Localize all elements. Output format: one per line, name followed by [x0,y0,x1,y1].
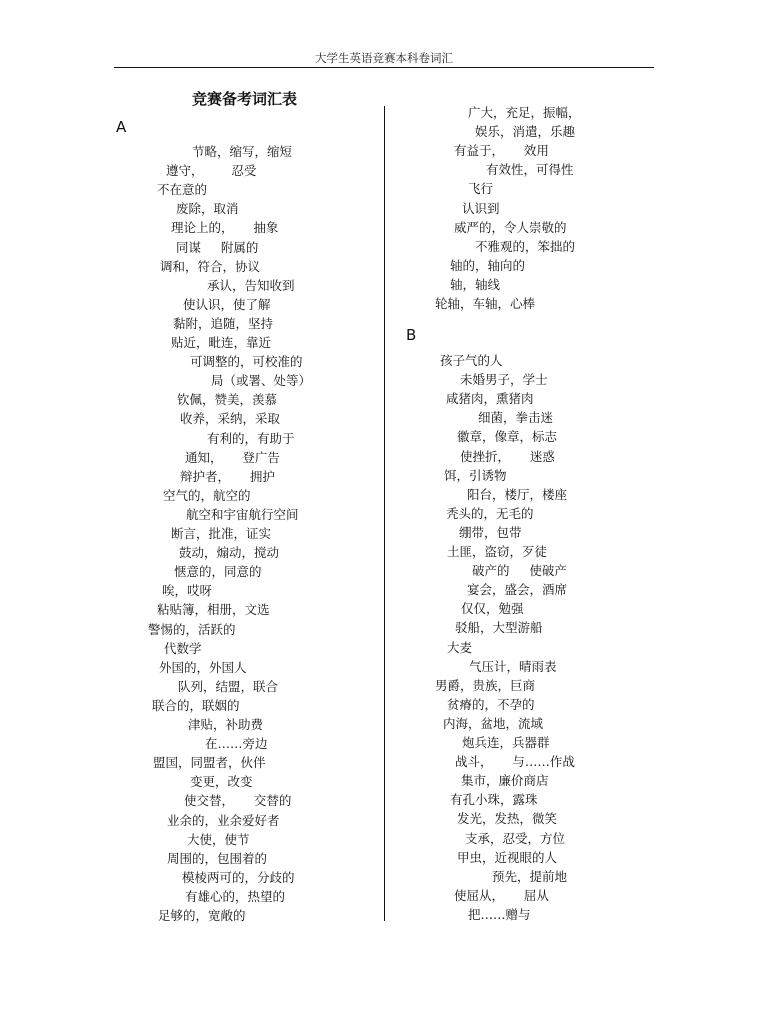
vocab-entry: 贴近，毗连，靠近 [171,335,272,350]
vocab-entry: 航空和宇宙航行空间 [186,506,299,522]
vocab-entry: 支承，忍受，方位 [465,830,566,846]
vocab-entry: 断言，批准，证实 [171,526,272,541]
vocab-entry: 队列，结盟，联合 [178,678,279,694]
vocab-entry: 承认，告知收到 [207,277,295,293]
vocab-entry: 周围的，包围着的 [167,850,268,866]
vocab-entry: 使挫折， 迷惑 [460,448,555,464]
vocab-entry: 飞行 [468,181,494,197]
vocab-entry: 大使，使节 [187,831,250,847]
vocab-entry: 绷带，包带 [459,524,522,540]
vocab-entry: 同谋 附属的 [176,239,259,255]
vocab-entry: 不在意的 [157,182,208,198]
vocab-entry: 男爵，贵族，巨商 [435,677,536,693]
vocab-entry: 惬意的，同意的 [174,564,262,580]
page-title: 竞赛备考词汇表 [192,90,298,108]
vocab-entry: 有利的，有助于 [207,430,295,446]
vocab-entry: 辩护者， 拥护 [180,468,275,484]
vocab-entry: 节略，缩写，缩短 [192,144,293,159]
vocab-entry: 仅仅，勉强 [461,601,524,617]
vocab-entry: 遵守， 忍受 [166,163,257,179]
vocab-entry: 使交替， 交替的 [184,793,292,809]
vocab-entry: 土匪，盗窃，歹徒 [447,544,548,559]
vocab-entry: 饵，引诱物 [444,467,507,483]
vocab-entry: 娱乐，消遣，乐趣 [475,124,576,140]
vocab-entry: 轮轴，车轴，心棒 [435,296,536,311]
vocab-entry: 集市，廉价商店 [461,773,549,789]
vocab-entry: 废除，取消 [176,201,239,217]
vocab-entry: 孩子气的人 [440,353,503,368]
vocab-entry: 有效性，可得性 [486,162,574,178]
vocab-entry: 发光，发热，微笑 [457,811,558,827]
vocab-entry: 有孔小珠，露珠 [450,792,538,808]
vocab-entry: 破产的 使破产 [472,563,567,579]
vocab-entry: 唉，哎呀 [162,583,213,599]
vocab-entry: 联合的，联姻的 [152,697,240,713]
vocab-entry: 业余的，业余爱好者 [167,812,280,828]
vocab-entry: 外国的，外国人 [159,659,247,675]
vocab-entry: 甲虫，近视眼的人 [457,849,558,865]
vocab-entry: 调和，符合，协议 [160,258,261,274]
vocab-entry: 秃头的，无毛的 [446,505,534,521]
section-letter-a: A [116,118,127,136]
vocab-entry: 宴会，盛会，酒席 [467,582,568,598]
vocab-entry: 预先，提前地 [492,868,568,884]
vocab-entry: 局（或署、处等） [211,373,312,389]
section-letter-b: B [406,326,417,344]
vocab-entry: 气压计，晴雨表 [469,658,557,674]
vocab-entry: 认识到 [462,200,500,216]
vocab-entry: 空气的，航空的 [163,487,251,503]
vocab-entry: 收养，采纳，采取 [180,411,281,427]
vocab-entry: 轴的，轴向的 [450,257,526,273]
vocab-entry: 津贴，补助费 [188,717,264,732]
vocab-entry: 变更，改变 [190,774,253,790]
vocab-entry: 盟国，同盟者，伙伴 [153,755,266,771]
vocab-entry: 徽章，像章，标志 [457,429,558,445]
vocab-entry: 代数学 [164,640,202,656]
vocab-entry: 驳船，大型游船 [455,620,543,636]
vocab-entry: 模棱两可的，分歧的 [182,869,295,885]
vocab-entry: 内海，盆地，流域 [443,715,544,731]
vocab-entry: 广大，充足，振幅， [468,105,581,120]
vocab-entry: 咸猪肉，熏猪肉 [446,391,534,407]
vocab-entry: 粘贴簿，相册，文选 [157,602,270,618]
vocab-entry: 警惕的，活跃的 [148,621,236,637]
vocab-entry: 炮兵连，兵器群 [462,735,550,750]
vocab-entry: 使屈从， 屈从 [454,887,549,903]
vocab-entry: 阳台，楼厅，楼座 [467,486,568,502]
vocab-entry: 可调整的，可校准的 [190,354,303,370]
vocab-entry: 足够的，宽敞的 [158,908,246,923]
vocab-entry: 鼓动，煽动，搅动 [179,545,280,561]
vocab-entry: 轴，轴线 [450,276,501,292]
vocab-entry: 大麦 [447,639,473,655]
vocab-entry: 钦佩，赞美，羡慕 [177,392,278,408]
page-header: 大学生英语竞赛本科卷词汇 [315,51,453,65]
vocab-entry: 细菌，拳击迷 [478,410,554,426]
vocab-entry: 威严的，令人崇敬的 [454,219,567,235]
vocab-entry: 使认识，使了解 [183,296,271,312]
vocab-entry: 把……赠与 [468,906,531,922]
header-rule [114,67,654,68]
vocab-entry: 在……旁边 [205,736,268,752]
vocab-entry: 不雅观的，笨拙的 [475,238,576,254]
vocab-entry: 战斗， 与……作战 [455,754,575,770]
vocab-entry: 通知， 登广告 [185,449,280,465]
vocab-entry: 黏附，追随，坚持 [173,315,274,331]
vocab-entry: 有雄心的，热望的 [185,888,286,904]
column-divider [384,106,385,921]
vocab-entry: 理论上的， 抽象 [171,220,279,236]
vocab-entry: 有益于， 效用 [454,143,549,159]
vocab-entry: 贫瘠的，不孕的 [447,696,535,712]
vocab-entry: 未婚男子，学士 [460,372,548,388]
